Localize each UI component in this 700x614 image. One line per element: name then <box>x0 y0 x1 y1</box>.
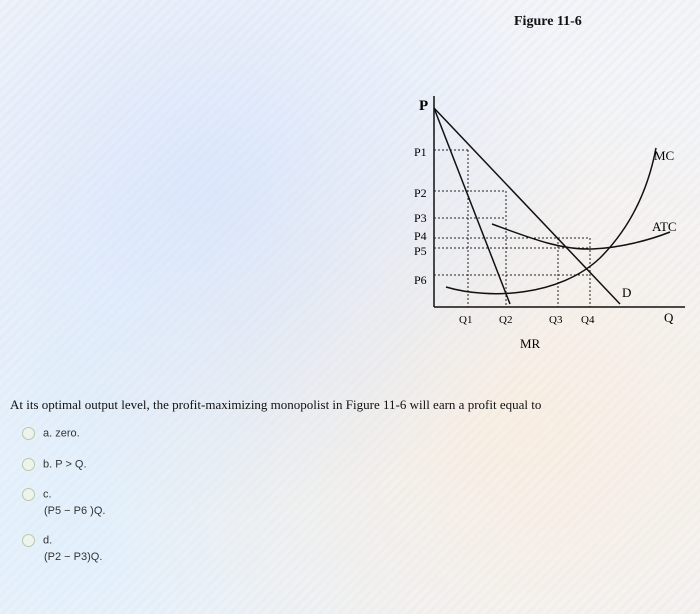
radio-icon[interactable] <box>22 534 35 547</box>
option-d-letter: d. <box>43 534 53 547</box>
y-axis-label: P <box>419 98 429 114</box>
option-b[interactable] <box>22 458 87 471</box>
mc-label: MC <box>654 148 675 163</box>
qty-label-q1: Q1 <box>459 314 473 326</box>
option-d-text: (P2 − P3)Q. <box>44 551 103 563</box>
demand-label: D <box>622 285 632 300</box>
price-label-p2: P2 <box>414 186 427 200</box>
atc-label: ATC <box>652 219 677 234</box>
radio-icon[interactable] <box>22 458 35 471</box>
radio-icon[interactable] <box>22 488 35 501</box>
qty-label-q3: Q3 <box>549 314 563 326</box>
question-text: At its optimal output level, the profit-maximizing monopolist in Figure 11-6 will earn a profit equal to <box>10 397 542 412</box>
x-axis-label: Q <box>664 310 674 325</box>
option-b-letter: b. <box>43 458 53 471</box>
option-b-text: P > Q. <box>55 458 87 471</box>
option-c-letter: c. <box>43 488 52 501</box>
qty-label-q4: Q4 <box>581 314 595 326</box>
price-label-p5: P5 <box>414 244 427 258</box>
price-label-p3: P3 <box>414 211 427 225</box>
radio-icon[interactable] <box>22 427 35 440</box>
option-c-text: (P5 − P6 )Q. <box>44 505 106 517</box>
mr-label: MR <box>520 336 541 351</box>
option-a-text: zero. <box>55 427 80 440</box>
price-label-p4: P4 <box>414 229 427 243</box>
price-label-p6: P6 <box>414 273 427 287</box>
option-c[interactable] <box>22 488 322 522</box>
atc-curve <box>492 224 670 249</box>
price-label-p1: P1 <box>414 145 427 159</box>
qty-label-q2: Q2 <box>499 314 513 326</box>
option-a-letter: a. <box>43 427 53 440</box>
option-a[interactable] <box>22 427 80 440</box>
figure-title: Figure 11-6 <box>514 14 582 29</box>
option-d[interactable] <box>22 534 322 568</box>
